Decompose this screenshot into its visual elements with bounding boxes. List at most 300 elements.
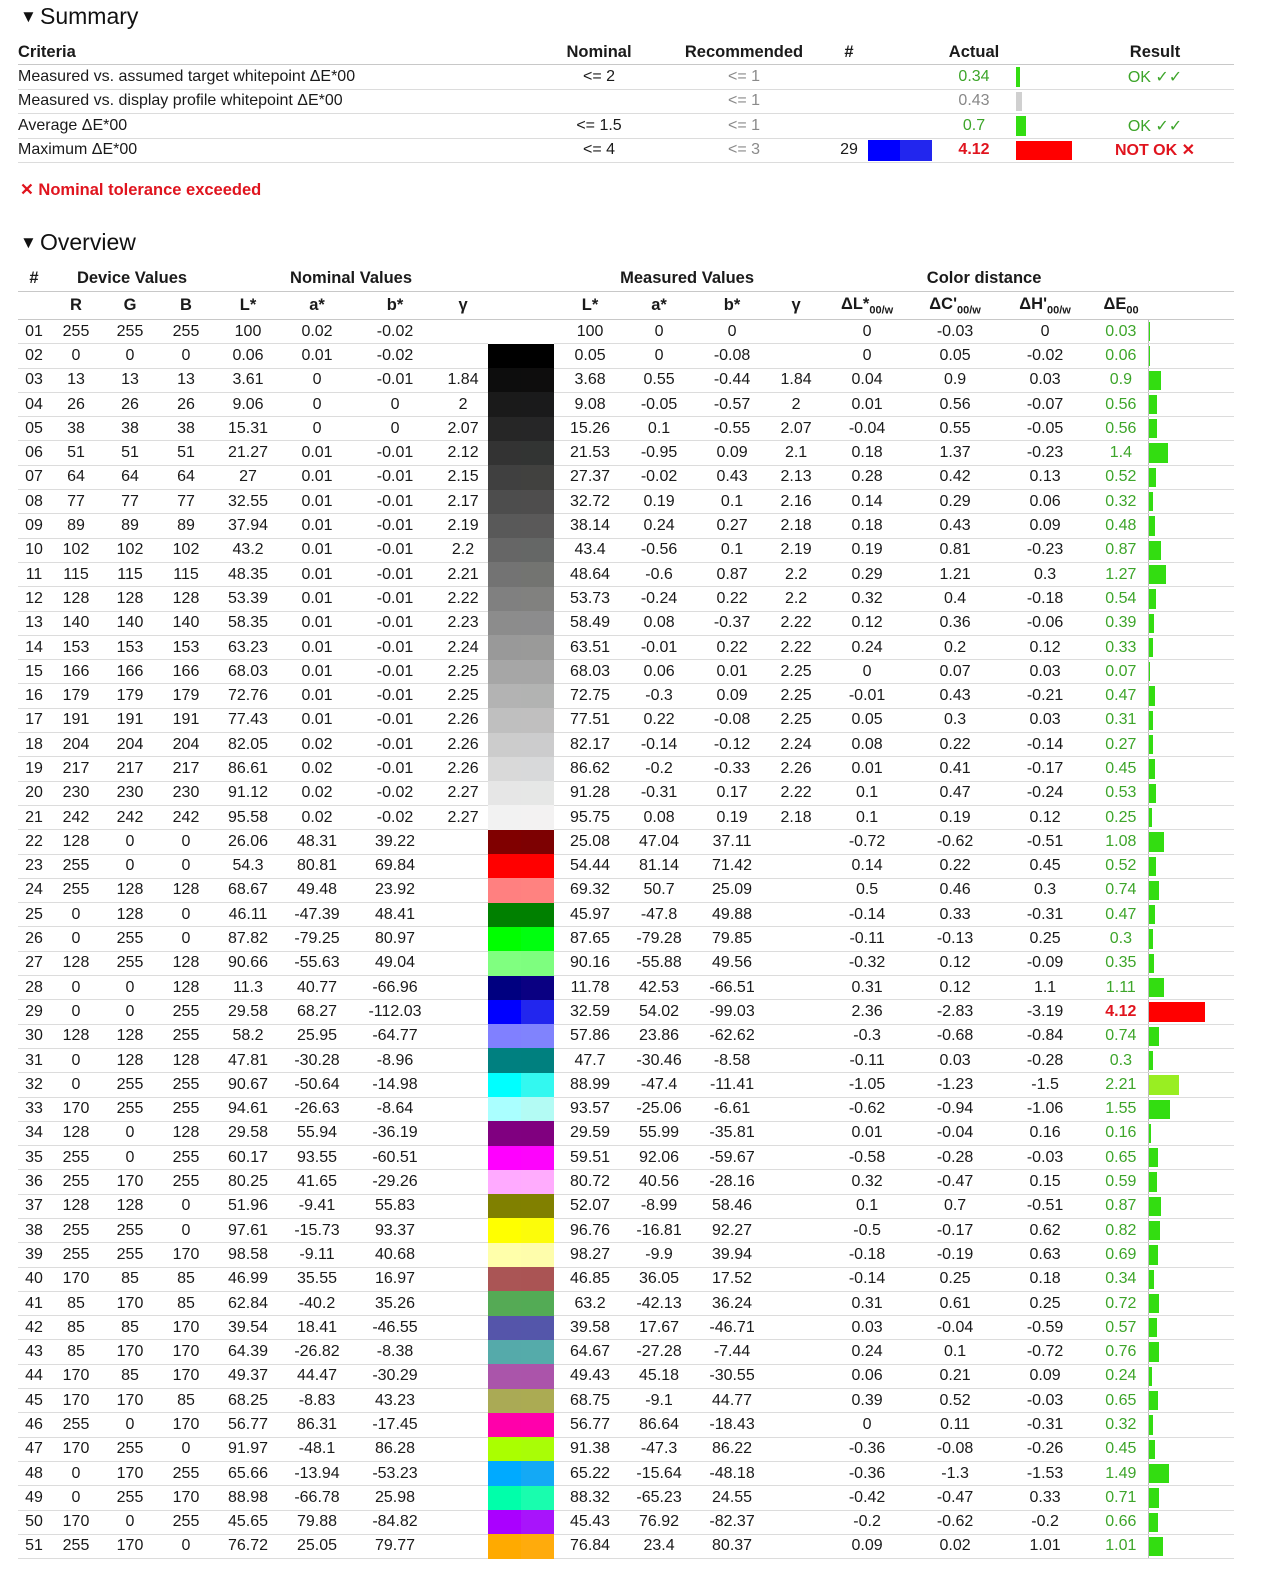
r-cell: 128 <box>50 1024 102 1048</box>
overview-row <box>18 490 1234 514</box>
g-cell: 128 <box>102 903 158 927</box>
nominal-gamma-cell <box>438 320 488 344</box>
measured-gamma-cell: 2.13 <box>772 465 820 489</box>
delta-c-cell: 0.29 <box>914 490 996 514</box>
result-cell <box>1076 89 1234 114</box>
measured-l-cell: 32.72 <box>554 490 626 514</box>
measured-l-cell: 15.26 <box>554 417 626 441</box>
overview-row <box>18 708 1234 732</box>
nominal-gamma-cell: 2.25 <box>438 660 488 684</box>
b-cell: 128 <box>158 1048 214 1072</box>
delta-l-cell: 0.39 <box>820 1389 914 1413</box>
g-cell: 0 <box>102 830 158 854</box>
measured-l-cell: 32.59 <box>554 1000 626 1024</box>
nominal-b-cell: 49.04 <box>352 951 438 975</box>
nominal-color-swatch <box>488 1218 521 1242</box>
measured-gamma-cell <box>772 1048 820 1072</box>
r-cell: 128 <box>50 587 102 611</box>
delta-e-bar <box>1149 1148 1158 1167</box>
b-cell: 255 <box>158 1170 214 1194</box>
nominal-gamma-cell <box>438 1510 488 1534</box>
measured-l-cell: 49.43 <box>554 1364 626 1388</box>
delta-h-cell: -0.23 <box>996 538 1094 562</box>
nominal-gamma-cell <box>438 1097 488 1121</box>
nominal-l-cell: 86.61 <box>214 757 282 781</box>
delta-e-cell: 0.53 <box>1094 781 1148 805</box>
delta-h-cell: 0.03 <box>996 708 1094 732</box>
measured-b-cell: 24.55 <box>692 1486 772 1510</box>
r-cell: 255 <box>50 1170 102 1194</box>
nominal-gamma-cell: 2 <box>438 392 488 416</box>
delta-l-cell: 0.03 <box>820 1316 914 1340</box>
delta-e-bar <box>1149 1051 1153 1070</box>
nominal-color-swatch <box>868 140 900 162</box>
nominal-a-cell: 25.95 <box>282 1024 352 1048</box>
nominal-b-cell: -0.01 <box>352 660 438 684</box>
measured-color-swatch <box>521 781 554 805</box>
delta-e-bar <box>1149 662 1150 681</box>
nominal-color-swatch <box>488 562 521 586</box>
nominal-color-swatch <box>488 805 521 829</box>
delta-e-bar <box>1149 1415 1153 1434</box>
delta-c-cell: 0.22 <box>914 733 996 757</box>
measured-gamma-cell: 2.25 <box>772 684 820 708</box>
b-cell: 204 <box>158 733 214 757</box>
measured-a-cell: -0.02 <box>626 465 692 489</box>
nominal-color-swatch <box>488 368 521 392</box>
delta-e-cell: 0.9 <box>1094 368 1148 392</box>
measured-a-cell: 0.08 <box>626 805 692 829</box>
index-cell: 25 <box>18 903 50 927</box>
measured-color-swatch <box>521 1146 554 1170</box>
delta-bar-cell <box>1148 733 1234 757</box>
nominal-a-cell: 55.94 <box>282 1121 352 1145</box>
g-cell: 170 <box>102 1461 158 1485</box>
delta-bar <box>1016 67 1020 87</box>
delta-bar-cell <box>1148 1413 1234 1437</box>
swatch-cell <box>488 1340 554 1364</box>
delta-l-cell: -0.04 <box>820 417 914 441</box>
number-cell <box>830 114 868 139</box>
r-cell: 85 <box>50 1340 102 1364</box>
nominal-gamma-cell <box>438 976 488 1000</box>
swatch-cell <box>488 1048 554 1072</box>
delta-e-cell: 0.45 <box>1094 1437 1148 1461</box>
delta-c-cell: -0.62 <box>914 1510 996 1534</box>
nominal-l-cell: 27 <box>214 465 282 489</box>
nominal-l-cell: 97.61 <box>214 1218 282 1242</box>
delta-bar-cell <box>1148 1461 1234 1485</box>
measured-a-cell: -0.05 <box>626 392 692 416</box>
nominal-a-cell: 0.01 <box>282 708 352 732</box>
overview-row <box>18 320 1234 344</box>
nominal-color-swatch <box>488 1121 521 1145</box>
delta-e-bar <box>1149 541 1161 560</box>
g-cell: 230 <box>102 781 158 805</box>
nominal-gamma-cell <box>438 1170 488 1194</box>
measured-gamma-cell <box>772 1437 820 1461</box>
nominal-b-cell: -36.19 <box>352 1121 438 1145</box>
overview-row <box>18 1437 1234 1461</box>
delta-e-bar <box>1149 1391 1158 1410</box>
delta-h-cell: -0.14 <box>996 733 1094 757</box>
nominal-b-cell: 48.41 <box>352 903 438 927</box>
delta-l-cell: 0.1 <box>820 805 914 829</box>
measured-gamma-cell <box>772 344 820 368</box>
r-cell: 77 <box>50 490 102 514</box>
delta-l-cell: -0.18 <box>820 1243 914 1267</box>
nominal-color-swatch <box>488 1389 521 1413</box>
nominal-gamma-cell: 2.27 <box>438 805 488 829</box>
delta-e-cell: 0.07 <box>1094 660 1148 684</box>
measured-color-swatch <box>521 465 554 489</box>
delta-c-cell: -2.83 <box>914 1000 996 1024</box>
nominal-b-cell: -60.51 <box>352 1146 438 1170</box>
measured-l-cell: 43.4 <box>554 538 626 562</box>
measured-gamma-cell <box>772 1170 820 1194</box>
measured-color-swatch <box>521 1510 554 1534</box>
nominal-b-cell: -0.01 <box>352 733 438 757</box>
nominal-b-cell: 79.77 <box>352 1534 438 1558</box>
delta-c-cell: 0.46 <box>914 878 996 902</box>
g-cell: 0 <box>102 854 158 878</box>
r-cell: 38 <box>50 417 102 441</box>
r-cell: 64 <box>50 465 102 489</box>
nominal-color-swatch <box>488 1291 521 1315</box>
measured-b-cell: 49.56 <box>692 951 772 975</box>
delta-c-cell: 0.9 <box>914 368 996 392</box>
measured-b-cell: -28.16 <box>692 1170 772 1194</box>
g-cell: 140 <box>102 611 158 635</box>
delta-e-cell: 0.47 <box>1094 903 1148 927</box>
delta-e-cell: 0.76 <box>1094 1340 1148 1364</box>
nominal-gamma-cell <box>438 1121 488 1145</box>
nominal-a-cell: 0.01 <box>282 660 352 684</box>
nominal-b-cell: -8.96 <box>352 1048 438 1072</box>
nominal-a-cell: -48.1 <box>282 1437 352 1461</box>
actual-bar <box>1016 89 1076 114</box>
patch-swatch <box>868 89 932 114</box>
nominal-l-cell: 51.96 <box>214 1194 282 1218</box>
delta-e-cell: 0.33 <box>1094 635 1148 659</box>
measured-a-cell: 0.22 <box>626 708 692 732</box>
nominal-b-cell: 25.98 <box>352 1486 438 1510</box>
overview-row <box>18 903 1234 927</box>
measured-b-cell: 0.27 <box>692 514 772 538</box>
r-cell: 255 <box>50 854 102 878</box>
measured-l-cell: 58.49 <box>554 611 626 635</box>
delta-e-bar <box>1149 1440 1155 1459</box>
measured-color-swatch <box>521 1024 554 1048</box>
measured-l-cell: 25.08 <box>554 830 626 854</box>
measured-a-cell: -0.3 <box>626 684 692 708</box>
delta-h-cell: 0.25 <box>996 927 1094 951</box>
delta-bar <box>1016 116 1026 136</box>
overview-row <box>18 1097 1234 1121</box>
nominal-gamma-cell: 2.26 <box>438 733 488 757</box>
nominal-gamma-cell: 2.12 <box>438 441 488 465</box>
measured-color-swatch <box>521 878 554 902</box>
b-cell: 0 <box>158 927 214 951</box>
r-cell: 255 <box>50 1146 102 1170</box>
measured-l-cell: 86.62 <box>554 757 626 781</box>
nominal-a-cell: 0 <box>282 392 352 416</box>
swatch-cell <box>488 781 554 805</box>
r-cell: 153 <box>50 635 102 659</box>
measured-a-cell: 86.64 <box>626 1413 692 1437</box>
measured-l-cell: 96.76 <box>554 1218 626 1242</box>
delta-e-cell: 1.11 <box>1094 976 1148 1000</box>
measured-b-cell: -0.44 <box>692 368 772 392</box>
measured-a-cell: 23.86 <box>626 1024 692 1048</box>
overview-row <box>18 1291 1234 1315</box>
measured-color-swatch <box>521 611 554 635</box>
delta-bar-cell <box>1148 951 1234 975</box>
nominal-gamma-cell <box>438 1146 488 1170</box>
delta-e-cell: 0.24 <box>1094 1364 1148 1388</box>
nominal-b-cell: 23.92 <box>352 878 438 902</box>
g-cell: 255 <box>102 320 158 344</box>
delta-bar-cell <box>1148 320 1234 344</box>
overview-row <box>18 878 1234 902</box>
delta-e-cell: 0.74 <box>1094 1024 1148 1048</box>
nominal-color-swatch <box>488 392 521 416</box>
nominal-l-cell: 68.25 <box>214 1389 282 1413</box>
delta-e-bar <box>1149 978 1164 997</box>
delta-e-bar <box>1149 1270 1154 1289</box>
nominal-color-swatch <box>488 1486 521 1510</box>
delta-e-bar <box>1149 516 1155 535</box>
swatch-cell <box>488 1146 554 1170</box>
measured-b-cell: -11.41 <box>692 1073 772 1097</box>
nominal-a-cell: -26.82 <box>282 1340 352 1364</box>
measured-color-swatch <box>521 1170 554 1194</box>
nominal-l-cell: 21.27 <box>214 441 282 465</box>
delta-c-cell: 0.02 <box>914 1534 996 1558</box>
measured-b-cell: 0.19 <box>692 805 772 829</box>
delta-e-cell: 0.52 <box>1094 465 1148 489</box>
delta-h-cell: 1.01 <box>996 1534 1094 1558</box>
delta-e-bar <box>1149 1172 1157 1191</box>
delta-l-cell: -0.01 <box>820 684 914 708</box>
result-cell: OK ✓✓ <box>1076 65 1234 90</box>
g-cell: 153 <box>102 635 158 659</box>
b-cell: 217 <box>158 757 214 781</box>
measured-color-swatch <box>521 1000 554 1024</box>
measured-color-swatch <box>521 1413 554 1437</box>
nominal-color-swatch <box>488 1413 521 1437</box>
measured-l-cell: 9.08 <box>554 392 626 416</box>
index-cell: 34 <box>18 1121 50 1145</box>
measured-gamma-cell <box>772 1486 820 1510</box>
g-cell: 255 <box>102 1218 158 1242</box>
measured-color-swatch <box>521 587 554 611</box>
r-cell: 0 <box>50 927 102 951</box>
delta-h-cell: 0.15 <box>996 1170 1094 1194</box>
delta-bar-cell <box>1148 708 1234 732</box>
measured-gamma-cell <box>772 1461 820 1485</box>
actual-cell: 0.43 <box>932 89 1016 114</box>
b-cell: 179 <box>158 684 214 708</box>
delta-e-bar <box>1149 1027 1159 1046</box>
delta-h-cell: -3.19 <box>996 1000 1094 1024</box>
measured-a-cell: 36.05 <box>626 1267 692 1291</box>
nominal-gamma-cell <box>438 1024 488 1048</box>
measured-color-swatch <box>521 1048 554 1072</box>
measured-b-cell: 86.22 <box>692 1437 772 1461</box>
measured-b-cell: -0.12 <box>692 733 772 757</box>
delta-c-cell: -0.13 <box>914 927 996 951</box>
delta-l-cell: -0.5 <box>820 1218 914 1242</box>
nominal-l-cell: 91.97 <box>214 1437 282 1461</box>
g-cell: 128 <box>102 1024 158 1048</box>
nominal-l-cell: 100 <box>214 320 282 344</box>
delta-h-cell: 0.63 <box>996 1243 1094 1267</box>
summary-section-toggle[interactable] <box>20 1 138 32</box>
index-cell: 40 <box>18 1267 50 1291</box>
measured-gamma-cell <box>772 903 820 927</box>
delta-l-cell: 0.31 <box>820 1291 914 1315</box>
delta-l-cell: -0.11 <box>820 927 914 951</box>
delta-l-cell: 0.29 <box>820 562 914 586</box>
delta-h-cell: 0.13 <box>996 465 1094 489</box>
nominal-l-cell: 88.98 <box>214 1486 282 1510</box>
delta-e-cell: 1.08 <box>1094 830 1148 854</box>
delta-c-cell: 0.42 <box>914 465 996 489</box>
delta-l-cell: -0.62 <box>820 1097 914 1121</box>
swatch-cell <box>488 733 554 757</box>
measured-gamma-cell <box>772 1243 820 1267</box>
measured-l-cell: 53.73 <box>554 587 626 611</box>
nominal-a-cell: 0.02 <box>282 781 352 805</box>
delta-bar-cell <box>1148 830 1234 854</box>
measured-a-cell: -0.56 <box>626 538 692 562</box>
delta-l-cell: 0.06 <box>820 1364 914 1388</box>
measured-l-cell: 82.17 <box>554 733 626 757</box>
delta-e-bar <box>1149 443 1168 462</box>
swatch-cell <box>488 1073 554 1097</box>
overview-section-toggle[interactable] <box>20 227 136 258</box>
delta-e-cell: 0.39 <box>1094 611 1148 635</box>
r-cell: 115 <box>50 562 102 586</box>
nominal-l-cell: 15.31 <box>214 417 282 441</box>
nominal-l-cell: 26.06 <box>214 830 282 854</box>
actual-bar <box>1016 138 1076 163</box>
nominal-l-cell: 39.54 <box>214 1316 282 1340</box>
nominal-color-swatch <box>488 1364 521 1388</box>
index-cell: 50 <box>18 1510 50 1534</box>
delta-bar-cell <box>1148 441 1234 465</box>
nominal-gamma-cell <box>438 1389 488 1413</box>
delta-h-cell: 0.12 <box>996 635 1094 659</box>
header-nominal-a: a* <box>282 292 352 320</box>
measured-b-cell: 0.1 <box>692 490 772 514</box>
index-cell: 38 <box>18 1218 50 1242</box>
nominal-color-swatch <box>488 490 521 514</box>
g-cell: 0 <box>102 1121 158 1145</box>
delta-e-bar <box>1149 711 1153 730</box>
g-cell: 255 <box>102 1486 158 1510</box>
measured-color-swatch <box>521 1437 554 1461</box>
measured-color-swatch <box>521 805 554 829</box>
nominal-color-swatch <box>488 781 521 805</box>
delta-e-bar <box>1149 1318 1157 1337</box>
g-cell: 166 <box>102 660 158 684</box>
overview-row <box>18 1073 1234 1097</box>
b-cell: 0 <box>158 1534 214 1558</box>
nominal-l-cell: 68.03 <box>214 660 282 684</box>
summary-title: Summary <box>40 3 139 29</box>
delta-e-bar <box>1149 589 1156 608</box>
nominal-a-cell: 0.02 <box>282 320 352 344</box>
b-cell: 85 <box>158 1267 214 1291</box>
delta-bar-cell <box>1148 1146 1234 1170</box>
b-cell: 166 <box>158 660 214 684</box>
measured-b-cell: 49.88 <box>692 903 772 927</box>
measured-b-cell: 0.87 <box>692 562 772 586</box>
swatch-cell <box>488 1218 554 1242</box>
nominal-a-cell: 0 <box>282 417 352 441</box>
nominal-color-swatch <box>488 538 521 562</box>
measured-color-swatch <box>521 562 554 586</box>
index-cell: 07 <box>18 465 50 489</box>
delta-c-cell: 0.19 <box>914 805 996 829</box>
measured-l-cell: 57.86 <box>554 1024 626 1048</box>
delta-c-cell: 0.21 <box>914 1364 996 1388</box>
index-cell: 01 <box>18 320 50 344</box>
measured-gamma-cell <box>772 1316 820 1340</box>
swatch-cell <box>488 562 554 586</box>
number-cell <box>830 65 868 90</box>
r-cell: 255 <box>50 1218 102 1242</box>
nominal-color-swatch <box>488 660 521 684</box>
measured-color-swatch <box>521 854 554 878</box>
nominal-b-cell: 0 <box>352 417 438 441</box>
measured-gamma-cell: 2.25 <box>772 708 820 732</box>
criteria-cell: Measured vs. display profile whitepoint ΔE*00 <box>18 89 540 114</box>
measured-color-swatch <box>521 830 554 854</box>
nominal-gamma-cell: 2.19 <box>438 514 488 538</box>
measured-a-cell: -0.6 <box>626 562 692 586</box>
delta-l-cell: 2.36 <box>820 1000 914 1024</box>
nominal-a-cell: 0.01 <box>282 465 352 489</box>
index-cell: 17 <box>18 708 50 732</box>
index-cell: 13 <box>18 611 50 635</box>
delta-h-cell: -0.51 <box>996 830 1094 854</box>
nominal-a-cell: -50.64 <box>282 1073 352 1097</box>
b-cell: 170 <box>158 1364 214 1388</box>
delta-e-cell: 0.72 <box>1094 1291 1148 1315</box>
swatch-cell <box>488 320 554 344</box>
measured-gamma-cell <box>772 1146 820 1170</box>
delta-h-cell: -0.02 <box>996 344 1094 368</box>
nominal-b-cell: 0 <box>352 392 438 416</box>
g-cell: 255 <box>102 1243 158 1267</box>
g-cell: 0 <box>102 1000 158 1024</box>
delta-l-cell: 0.12 <box>820 611 914 635</box>
index-cell: 49 <box>18 1486 50 1510</box>
nominal-color-swatch <box>488 684 521 708</box>
delta-l-cell: -0.42 <box>820 1486 914 1510</box>
delta-h-cell: 0.16 <box>996 1121 1094 1145</box>
nominal-a-cell: 0.02 <box>282 733 352 757</box>
g-cell: 255 <box>102 1437 158 1461</box>
nominal-color-swatch <box>488 1048 521 1072</box>
delta-h-cell: 0.25 <box>996 1291 1094 1315</box>
measured-gamma-cell: 2.24 <box>772 733 820 757</box>
swatch-cell <box>488 1243 554 1267</box>
measured-l-cell: 27.37 <box>554 465 626 489</box>
